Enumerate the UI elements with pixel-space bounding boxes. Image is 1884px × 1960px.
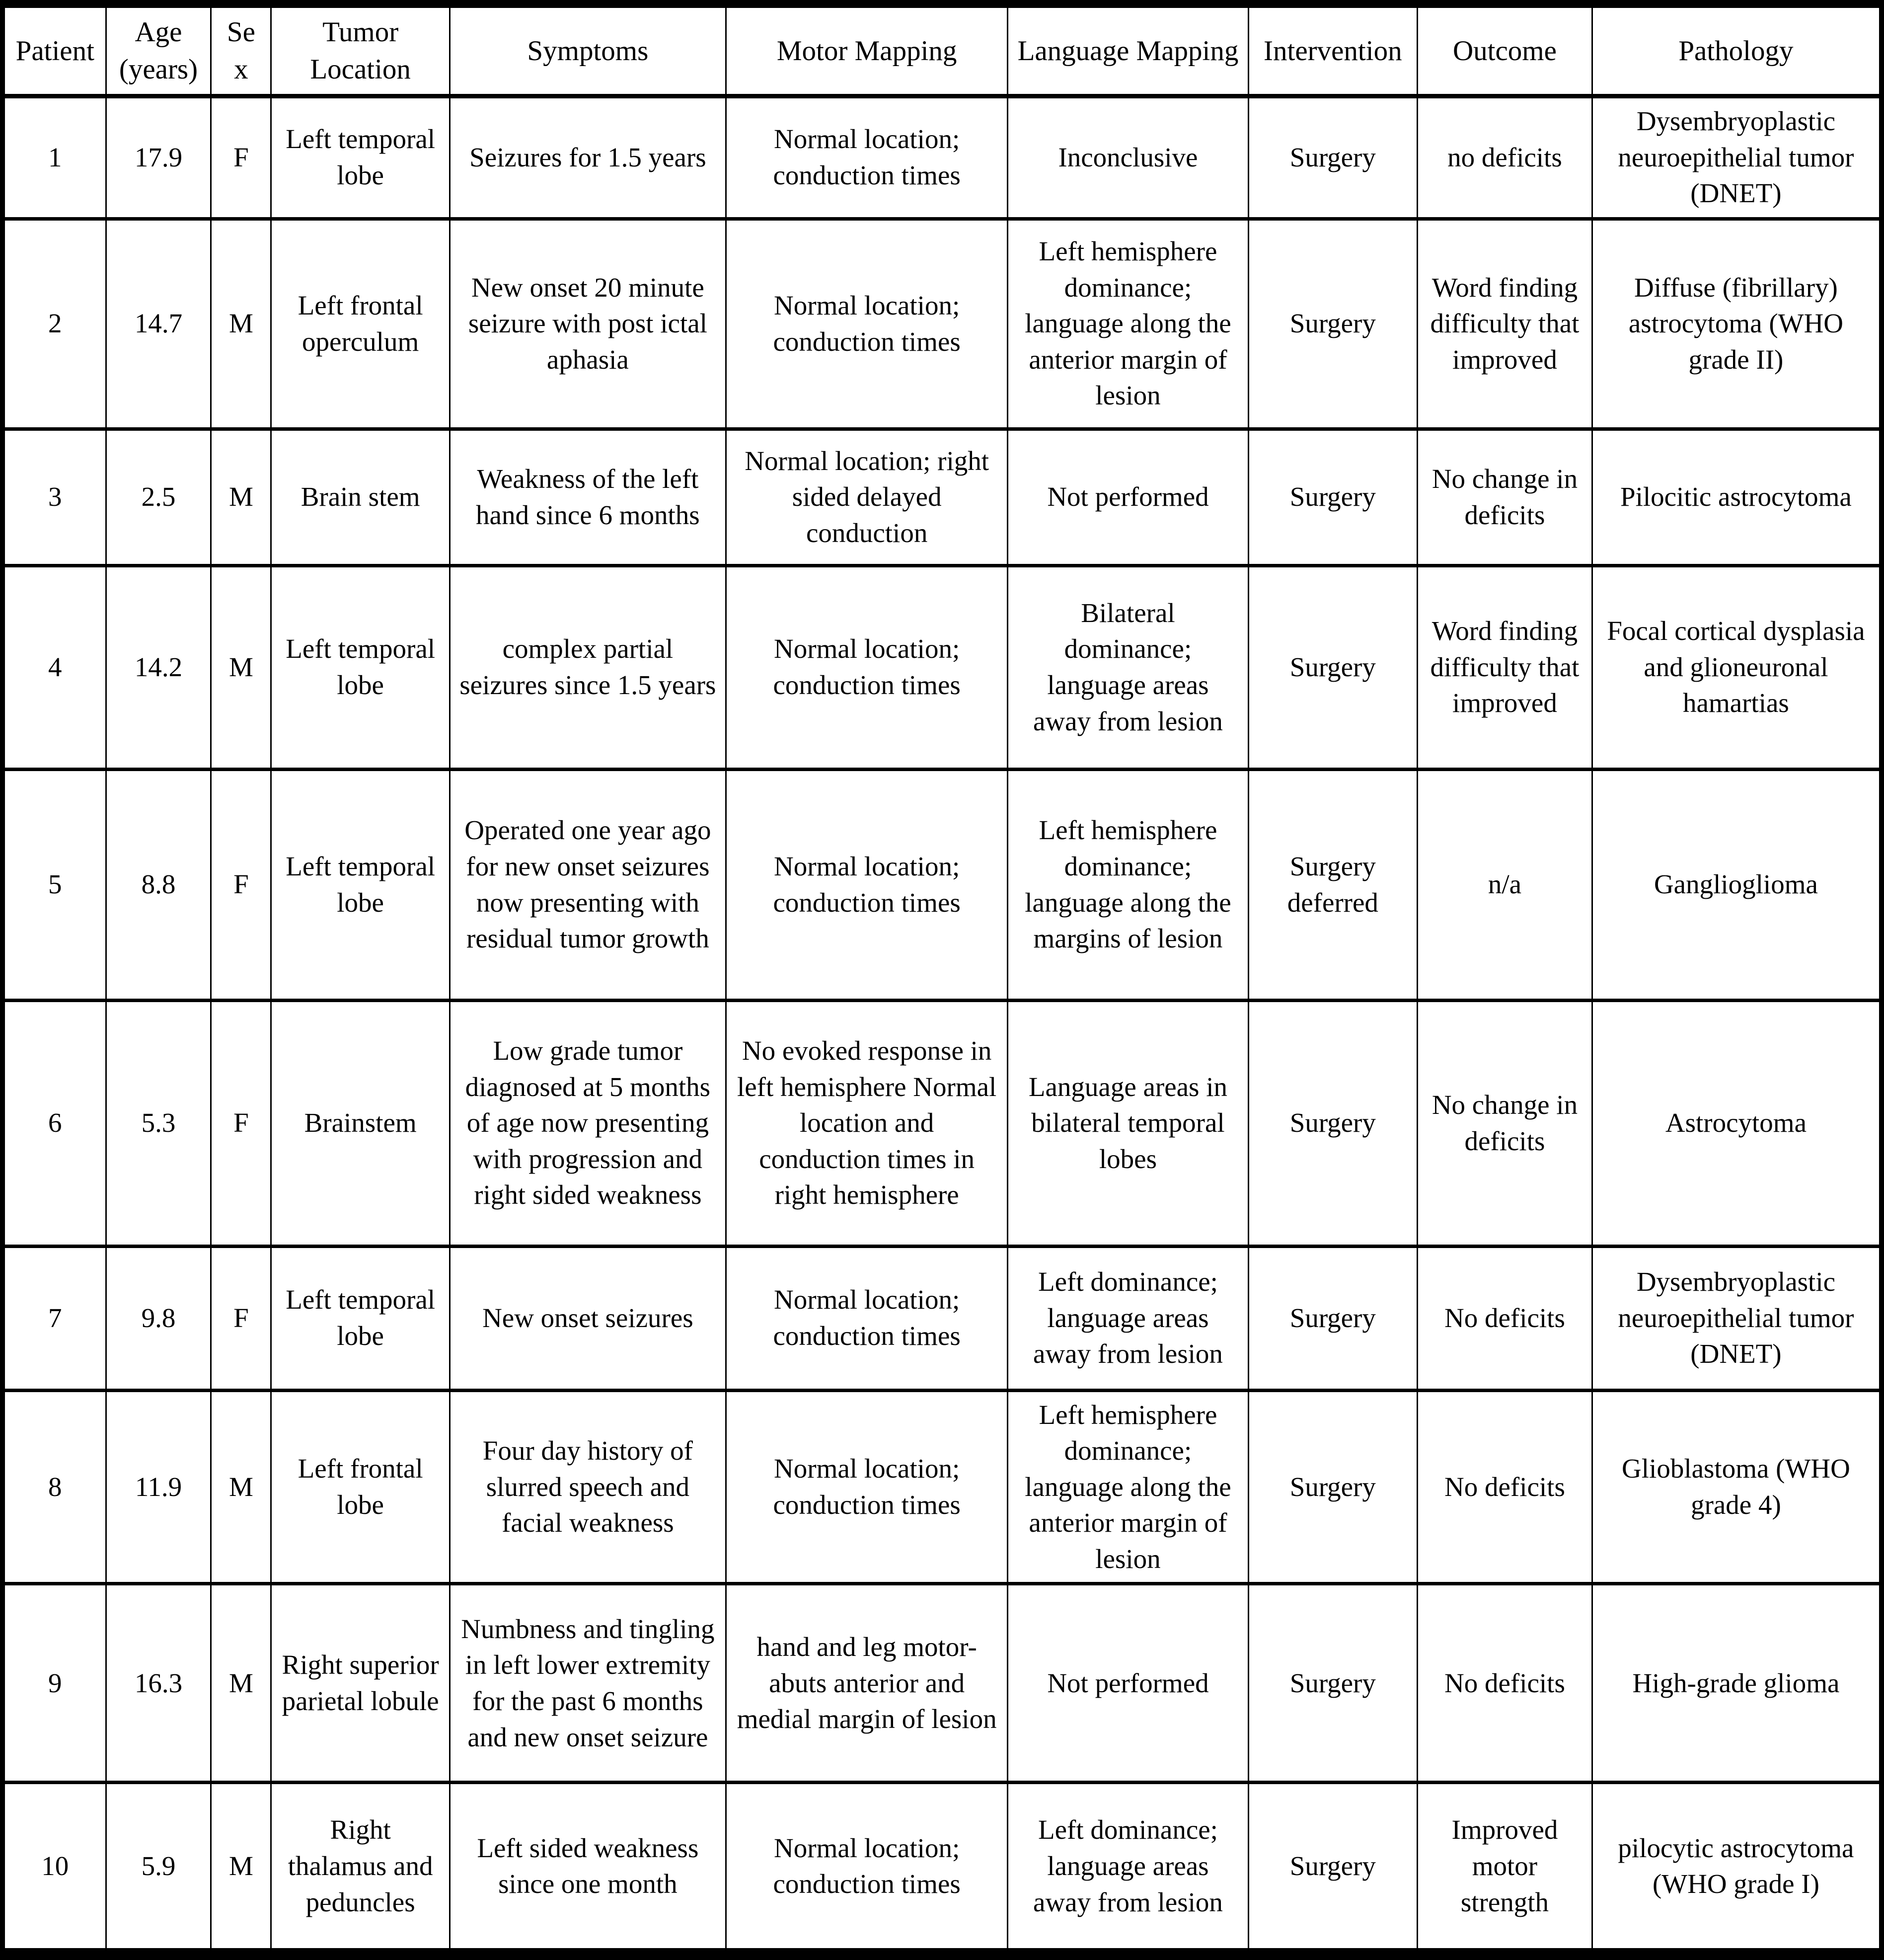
cell-symptoms: New onset 20 minute seizure with post ictal aphasia (450, 219, 726, 429)
cell-language-mapping: Left dominance; language areas away from lesion (1008, 1783, 1248, 1954)
cell-tumor-location: Brain stem (271, 429, 450, 565)
cell-tumor-location: Left temporal lobe (271, 565, 450, 769)
cell-tumor-location: Left temporal lobe (271, 1246, 450, 1390)
cell-pathology: Focal cortical dysplasia and glioneuronal hamartias (1592, 565, 1882, 769)
cell-patient: 6 (2, 1000, 106, 1246)
cell-sex: F (211, 769, 271, 1000)
cell-pathology: Dysembryoplastic neuroepithelial tumor (DNET) (1592, 1246, 1882, 1390)
cell-intervention: Surgery (1248, 565, 1417, 769)
cell-outcome: No change in deficits (1418, 429, 1592, 565)
cell-symptoms: Seizures for 1.5 years (450, 96, 726, 219)
column-header-pathology: Pathology (1592, 4, 1882, 96)
cell-intervention: Surgery (1248, 429, 1417, 565)
cell-age-years: 8.8 (106, 769, 211, 1000)
cell-tumor-location: Left temporal lobe (271, 769, 450, 1000)
cell-motor-mapping: Normal location; conduction times (726, 96, 1007, 219)
cell-pathology: Dysembryoplastic neuroepithelial tumor (DNET) (1592, 96, 1882, 219)
cell-tumor-location: Brainstem (271, 1000, 450, 1246)
cell-intervention: Surgery (1248, 1584, 1417, 1783)
cell-sex: M (211, 219, 271, 429)
cell-patient: 7 (2, 1246, 106, 1390)
cell-patient: 1 (2, 96, 106, 219)
cell-sex: M (211, 429, 271, 565)
table-row (2, 1584, 1882, 1783)
cell-sex: M (211, 1783, 271, 1954)
cell-pathology: Glioblastoma (WHO grade 4) (1592, 1390, 1882, 1584)
cell-symptoms: Weakness of the left hand since 6 months (450, 429, 726, 565)
cell-symptoms: Four day history of slurred speech and facial weakness (450, 1390, 726, 1584)
cell-sex: F (211, 96, 271, 219)
cell-sex: M (211, 565, 271, 769)
cell-sex: M (211, 1584, 271, 1783)
column-header-sex: Sex (211, 4, 271, 96)
cell-age-years: 14.7 (106, 219, 211, 429)
cell-symptoms: Numbness and tingling in left lower extremity for the past 6 months and new onset seizure (450, 1584, 726, 1783)
column-header-symptoms: Symptoms (450, 4, 726, 96)
cell-pathology: pilocytic astrocytoma (WHO grade I) (1592, 1783, 1882, 1954)
cell-intervention: Surgery (1248, 1246, 1417, 1390)
column-header-outcome: Outcome (1418, 4, 1592, 96)
cell-pathology: Diffuse (fibrillary) astrocytoma (WHO grade II) (1592, 219, 1882, 429)
cell-outcome: Word finding difficulty that improved (1418, 565, 1592, 769)
header-row (2, 4, 1882, 96)
column-header-motor-mapping: Motor Mapping (726, 4, 1007, 96)
cell-intervention: Surgery (1248, 1000, 1417, 1246)
cell-tumor-location: Left frontal operculum (271, 219, 450, 429)
table-row (2, 96, 1882, 219)
cell-pathology: Ganglioglioma (1592, 769, 1882, 1000)
table-row (2, 769, 1882, 1000)
cell-outcome: n/a (1418, 769, 1592, 1000)
cell-sex: M (211, 1390, 271, 1584)
cell-sex: F (211, 1246, 271, 1390)
cell-age-years: 11.9 (106, 1390, 211, 1584)
cell-tumor-location: Right thalamus and peduncles (271, 1783, 450, 1954)
cell-patient: 3 (2, 429, 106, 565)
cell-tumor-location: Left frontal lobe (271, 1390, 450, 1584)
cell-language-mapping: Inconclusive (1008, 96, 1248, 219)
cell-language-mapping: Left hemisphere dominance; language along the anterior margin of lesion (1008, 1390, 1248, 1584)
cell-language-mapping: Not performed (1008, 1584, 1248, 1783)
cell-age-years: 9.8 (106, 1246, 211, 1390)
cell-symptoms: Left sided weakness since one month (450, 1783, 726, 1954)
table-body (2, 96, 1882, 1954)
cell-intervention: Surgery deferred (1248, 769, 1417, 1000)
cell-language-mapping: Not performed (1008, 429, 1248, 565)
cell-language-mapping: Left hemisphere dominance; language along the margins of lesion (1008, 769, 1248, 1000)
cell-intervention: Surgery (1248, 1783, 1417, 1954)
column-header-tumor-location: Tumor Location (271, 4, 450, 96)
table-row (2, 1000, 1882, 1246)
cell-motor-mapping: Normal location; conduction times (726, 769, 1007, 1000)
table-row (2, 219, 1882, 429)
cell-symptoms: Operated one year ago for new onset seizures now presenting with residual tumor growth (450, 769, 726, 1000)
cell-motor-mapping: Normal location; conduction times (726, 565, 1007, 769)
table-row (2, 1783, 1882, 1954)
cell-language-mapping: Left dominance; language areas away from lesion (1008, 1246, 1248, 1390)
column-header-language-mapping: Language Mapping (1008, 4, 1248, 96)
table-row (2, 1246, 1882, 1390)
cell-age-years: 14.2 (106, 565, 211, 769)
cell-symptoms: complex partial seizures since 1.5 years (450, 565, 726, 769)
cell-language-mapping: Left hemisphere dominance; language along the anterior margin of lesion (1008, 219, 1248, 429)
cell-pathology: High-grade glioma (1592, 1584, 1882, 1783)
cell-age-years: 5.9 (106, 1783, 211, 1954)
cell-outcome: No deficits (1418, 1390, 1592, 1584)
cell-outcome: Word finding difficulty that improved (1418, 219, 1592, 429)
cell-motor-mapping: Normal location; conduction times (726, 219, 1007, 429)
table-row (2, 1390, 1882, 1584)
cell-intervention: Surgery (1248, 1390, 1417, 1584)
cell-outcome: No change in deficits (1418, 1000, 1592, 1246)
cell-age-years: 16.3 (106, 1584, 211, 1783)
cell-outcome: no deficits (1418, 96, 1592, 219)
cell-age-years: 17.9 (106, 96, 211, 219)
cell-patient: 5 (2, 769, 106, 1000)
column-header-intervention: Intervention (1248, 4, 1417, 96)
cell-patient: 10 (2, 1783, 106, 1954)
cell-age-years: 2.5 (106, 429, 211, 565)
cell-pathology: Pilocitic astrocytoma (1592, 429, 1882, 565)
cell-intervention: Surgery (1248, 219, 1417, 429)
table-row (2, 565, 1882, 769)
cell-language-mapping: Language areas in bilateral temporal lobes (1008, 1000, 1248, 1246)
cell-outcome: Improved motor strength (1418, 1783, 1592, 1954)
cell-symptoms: New onset seizures (450, 1246, 726, 1390)
cell-motor-mapping: Normal location; right sided delayed conduction (726, 429, 1007, 565)
table-header (2, 4, 1882, 96)
column-header-patient: Patient (2, 4, 106, 96)
cell-patient: 9 (2, 1584, 106, 1783)
cell-motor-mapping: Normal location; conduction times (726, 1783, 1007, 1954)
cell-intervention: Surgery (1248, 96, 1417, 219)
cell-outcome: No deficits (1418, 1584, 1592, 1783)
cell-symptoms: Low grade tumor diagnosed at 5 months of age now presenting with progression and right sided weakness (450, 1000, 726, 1246)
column-header-age: Age (years) (106, 4, 211, 96)
cell-tumor-location: Left temporal lobe (271, 96, 450, 219)
cell-motor-mapping: Normal location; conduction times (726, 1390, 1007, 1584)
cell-patient: 4 (2, 565, 106, 769)
cell-age-years: 5.3 (106, 1000, 211, 1246)
table-row (2, 429, 1882, 565)
cell-patient: 2 (2, 219, 106, 429)
cell-language-mapping: Bilateral dominance; language areas away from lesion (1008, 565, 1248, 769)
cell-pathology: Astrocytoma (1592, 1000, 1882, 1246)
cell-sex: F (211, 1000, 271, 1246)
cell-patient: 8 (2, 1390, 106, 1584)
cell-tumor-location: Right superior parietal lobule (271, 1584, 450, 1783)
cell-outcome: No deficits (1418, 1246, 1592, 1390)
cell-motor-mapping: No evoked response in left hemisphere Normal location and conduction times in right hemisphere (726, 1000, 1007, 1246)
cell-motor-mapping: Normal location; conduction times (726, 1246, 1007, 1390)
cell-motor-mapping: hand and leg motor-abuts anterior and medial margin of lesion (726, 1584, 1007, 1783)
